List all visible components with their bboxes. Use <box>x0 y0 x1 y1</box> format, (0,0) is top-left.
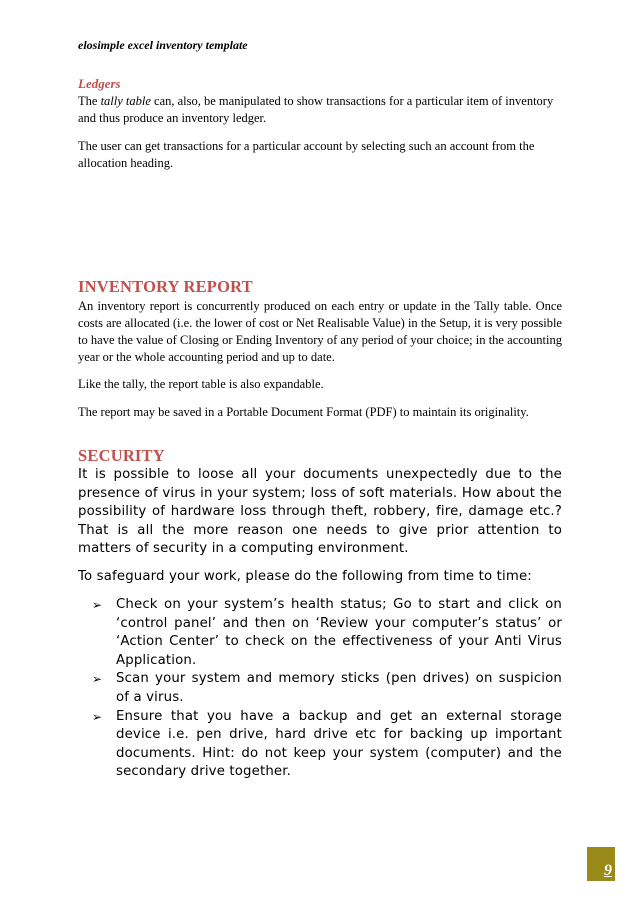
ledgers-p1-lead: The <box>78 94 101 108</box>
ledgers-paragraph-2: The user can get transactions for a particular account by selecting such an account from the allocation heading. <box>78 139 535 170</box>
security-bullet-text: Scan your system and memory sticks (pen drives) on suspicion of a virus. <box>116 671 562 705</box>
security-heading: SECURITY <box>78 446 165 465</box>
security-bullet-text: Check on your system’s health status; Go to start and click on ‘control panel’ and then on ‘Review your computer’s status’ or ‘Action Center’ to check on the effectiveness of your Anti Virus Application. <box>116 597 562 668</box>
ledgers-subheading: Ledgers <box>78 76 121 91</box>
security-bullet-item <box>92 596 562 670</box>
inventory-report-paragraph-3: The report may be saved in a Portable Document Format (PDF) to maintain its originality. <box>78 405 529 419</box>
security-paragraph-2: To safeguard your work, please do the following from time to time: <box>78 569 532 584</box>
ledgers-p1-emphasis: tally table <box>100 94 151 108</box>
document-header-title: elosimple excel inventory template <box>78 38 248 52</box>
arrow-bullet-icon: ➢ <box>92 598 103 612</box>
arrow-bullet-icon: ➢ <box>92 672 103 687</box>
security-paragraph-1: It is possible to loose all your documents unexpectedly due to the presence of virus in your system; loss of soft materials. How about the possibility of hardware loss through theft, robbery, fire, damage etc.? That is all the more reason one needs to give prior attention to matters of security in a computing environment. <box>78 467 562 557</box>
inventory-report-heading: INVENTORY REPORT <box>78 277 253 296</box>
security-bullet-item <box>92 708 562 782</box>
ledgers-p1-rest: can, also, be manipulated to show transactions for a particular item of inventory and thus produce an inventory ledger. <box>78 94 554 125</box>
inventory-report-paragraph-2: Like the tally, the report table is also expandable. <box>78 377 324 391</box>
page-number-badge <box>587 847 615 881</box>
ledgers-paragraph-1 <box>78 93 562 127</box>
inventory-report-paragraph-1: An inventory report is concurrently produced on each entry or update in the Tally table. Once costs are allocated (i.e. the lower of cost or Net Realisable Value) in the Setup, it is very possible to have the value of Closing or Ending Inventory of any period of your choice; in the accounting year or the whole accounting period and up to date. <box>78 299 562 364</box>
arrow-bullet-icon: ➢ <box>92 709 103 724</box>
security-bullet-text: Ensure that you have a backup and get an external storage device i.e. pen drive, hard drive etc for backing up important documents. Hint: do not keep your system (computer) and the secondary drive together. <box>116 708 562 780</box>
security-bullet-list <box>92 596 562 782</box>
security-bullet-item <box>92 670 562 707</box>
page-number: 9 <box>604 862 612 879</box>
